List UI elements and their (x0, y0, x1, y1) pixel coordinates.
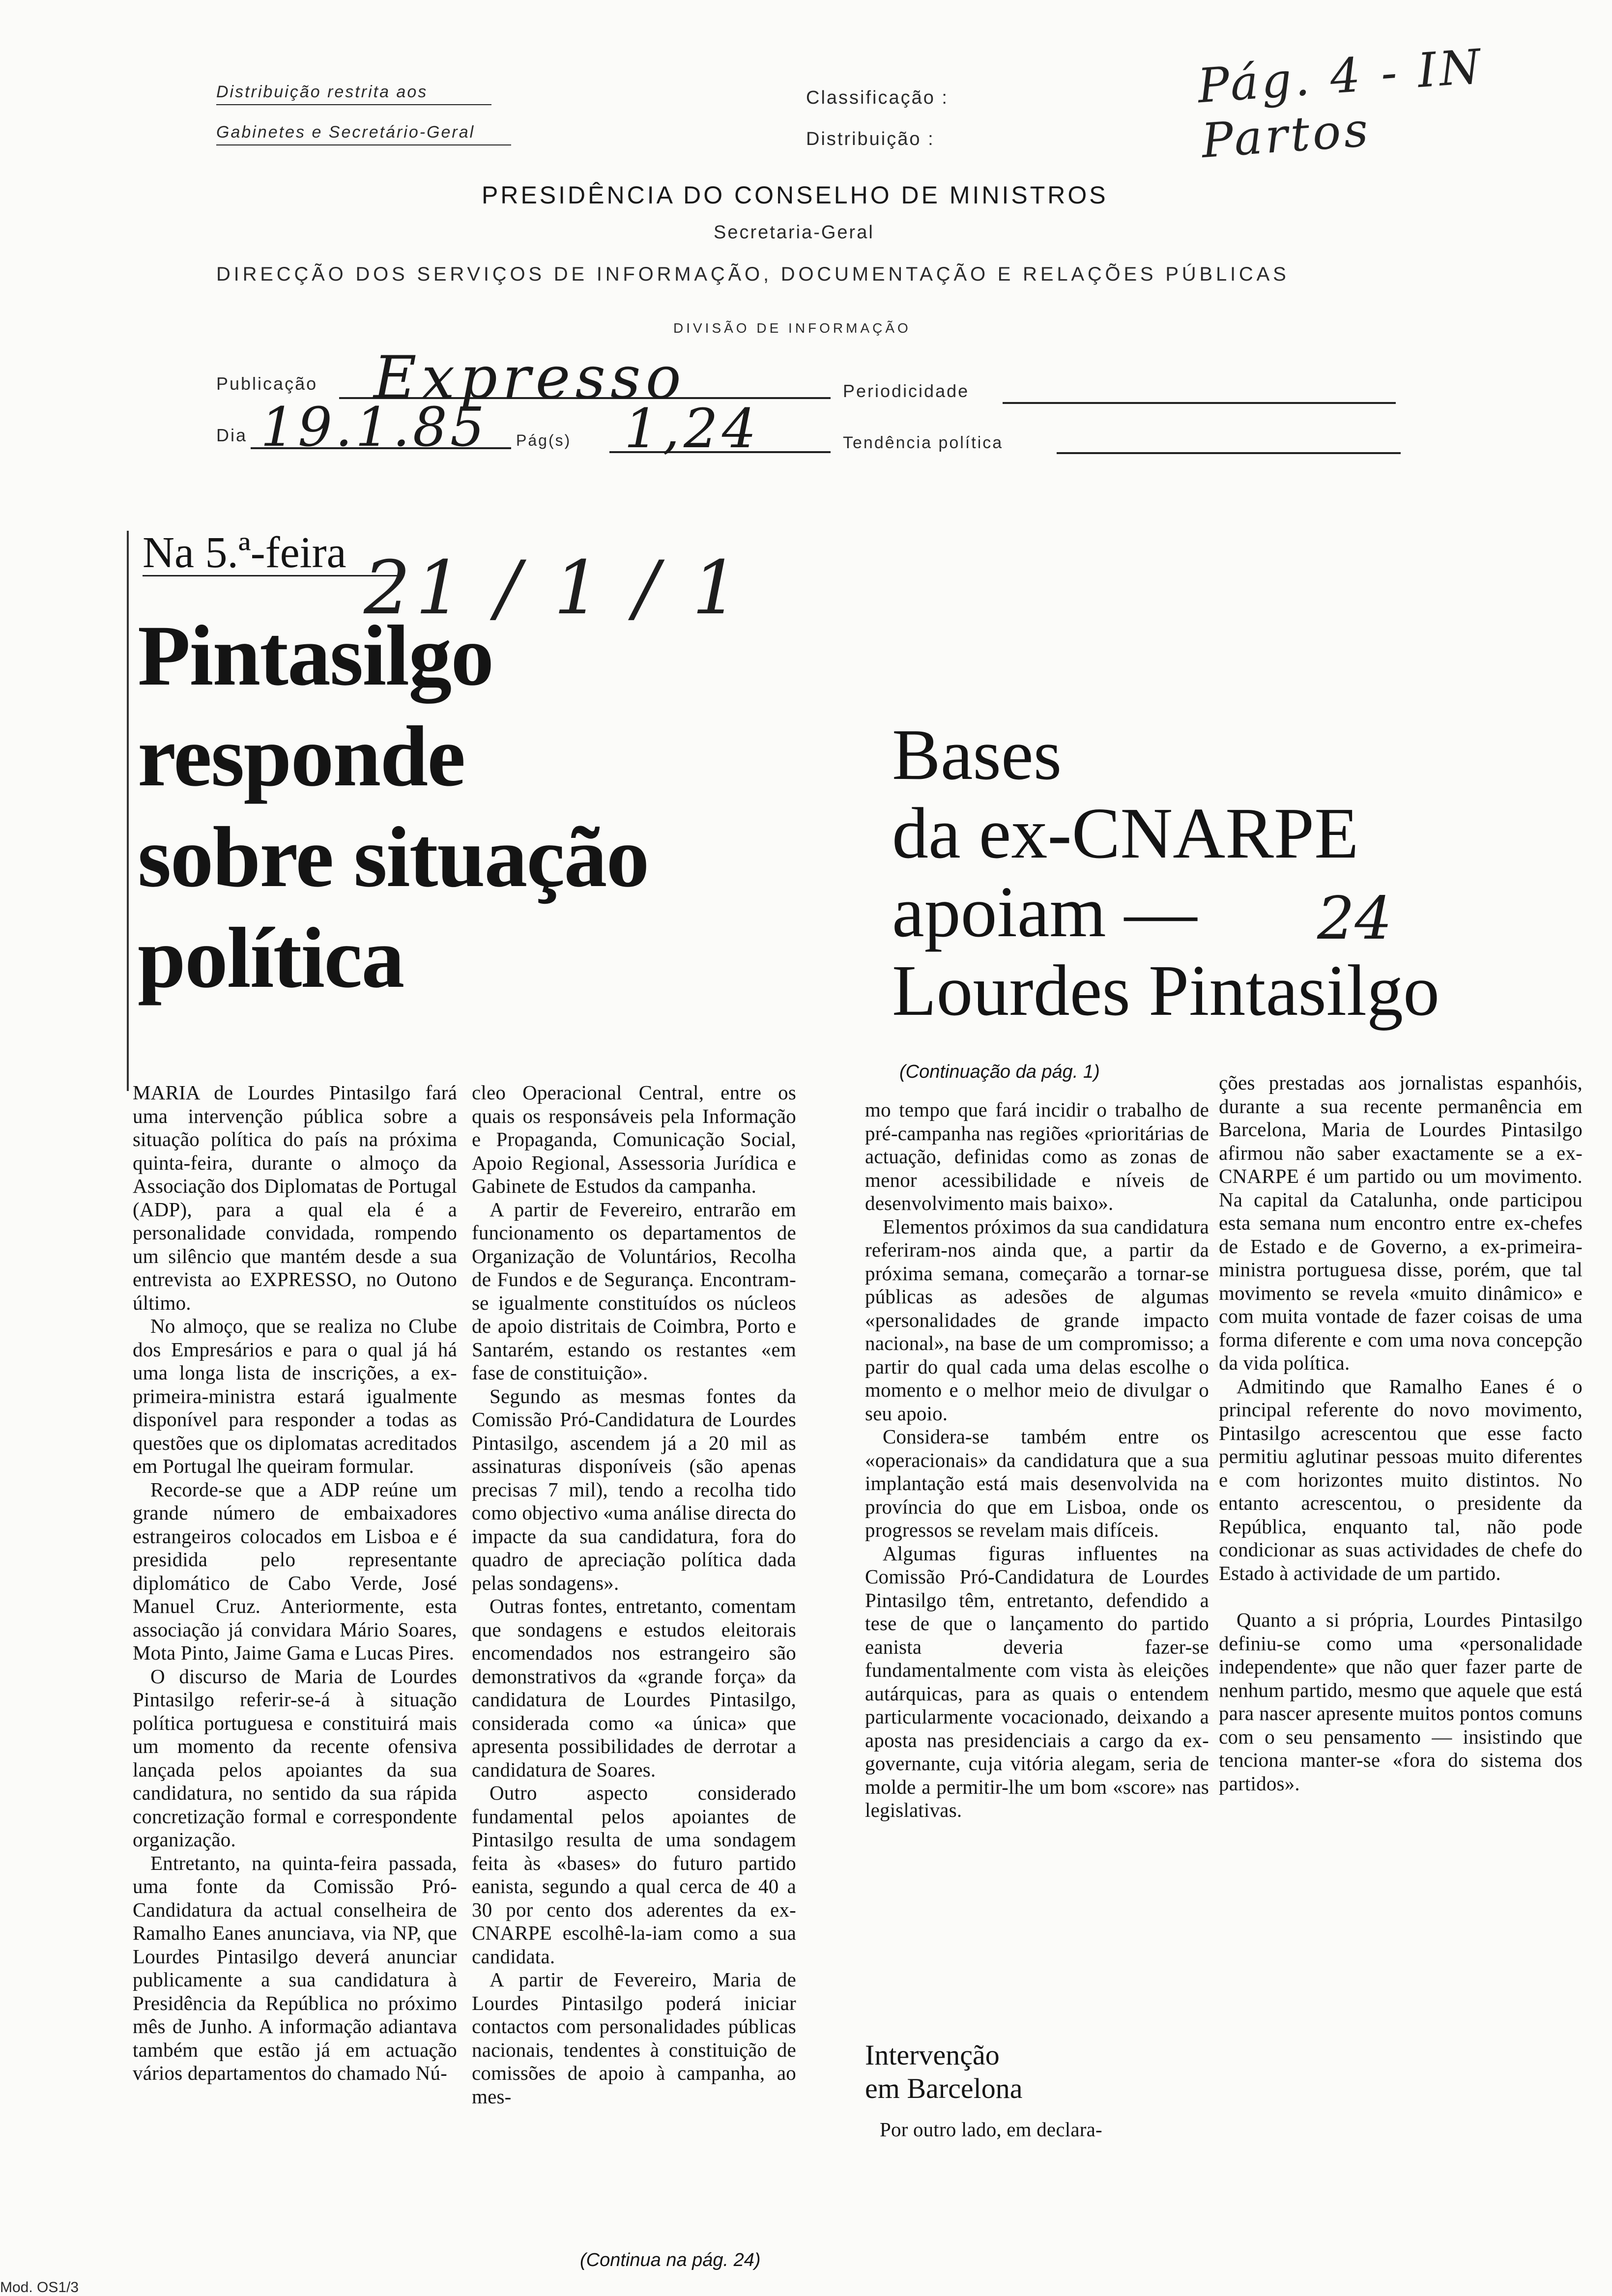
col1-para-4: O discurso de Maria de Lourdes Pintasilgo referir-se-á à situação política portuguesa e constituirá mais um momento da recente ofensiva lançada pelos apoiantes da sua candidatura, no sentido da sua rápida concretização formal e correspondente organização. (133, 1665, 457, 1851)
col4-para-1: ções prestadas aos jornalistas espanhóis, durante a sua recente permanência em Barcelona, Maria de Lourdes Pintasilgo afirmou não saber exactamente se a ex-CNARPE é um partido ou um movimento. Na capital da Catalunha, onde participou esta semana num encontro entre ex-chefes de Estado e de Governo, a ex-primeira-ministra portuguesa disse, porém, que tal movimento se revela «muito dinâmico» e com muita vontade de fazer coisas de uma forma diferente e com uma nova concepção da vida política. (1219, 1071, 1583, 1374)
headline-line-3: sobre situação (138, 809, 649, 905)
col4-para-2: Admitindo que Ramalho Eanes é o principal referente do novo movimento, Pintasilgo acrescentou que esse facto permitiu aglutinar pessoas muito diferentes e com horizontes muito distintos. No entanto acrescentou, o presidente da República, enquanto tal, não pode condicionar as suas actividades de chefe do Estado à actividade de um partido. (1219, 1375, 1583, 1584)
handwritten-page-mark: 24 (1317, 885, 1392, 953)
right-column-4 (1219, 1071, 1583, 2177)
pages-value: 1,24 (624, 397, 760, 460)
day-label: Dia (216, 425, 248, 445)
col3-tail: Por outro lado, em declara- (880, 2118, 1102, 2141)
right-column-3 (865, 1098, 1209, 2032)
col4-para-3: Quanto a si própria, Lourdes Pintasilgo definiu-se como uma «personalidade independente» que não quer fazer parte de nenhum partido, mesmo que aquele que está para nascer apresente muitos pontos comuns com o seu pensamento — insistindo que tenciona manter-se «fora do sistema dos partidos». (1219, 1608, 1583, 1795)
right-headline-line-3: apoiam — (892, 872, 1197, 952)
headline-line-1: Pintasilgo (138, 608, 493, 704)
presidency-heading: PRESIDÊNCIA DO CONSELHO DE MINISTROS (482, 181, 1108, 209)
tendency-underline (1057, 452, 1401, 454)
col2-para-3: Segundo as mesmas fontes da Comissão Pró-Candidatura de Lourdes Pintasilgo, ascendem já a 20 mil as assinaturas disponíveis (são apenas precisas 7 mil), tendo a recolha tido como objectivo «uma análise directa do impacte da sua candidatura, fora do quadro de apreciação política dada pelas sondagens». (472, 1384, 796, 1594)
classification-label: Classificação : (806, 87, 949, 108)
distribution-underline-1 (216, 104, 491, 105)
left-column-1 (133, 1081, 457, 2280)
publication-value: Expresso (374, 344, 686, 412)
periodicity-underline (1003, 402, 1396, 404)
secretariat-heading: Secretaria-Geral (714, 222, 874, 243)
periodicity-label: Periodicidade (843, 381, 970, 401)
publication-label: Publicação (216, 373, 318, 394)
subhead-line-2: em Barcelona (865, 2072, 1023, 2104)
distribution-restricted-line1: Distribuição restrita aos (216, 83, 428, 101)
continued-note: (Continua na pág. 24) (580, 2250, 761, 2270)
col2-para-6: A partir de Fevereiro, Maria de Lourdes Pintasilgo poderá iniciar contactos com personalidades públicas nacionais, tendentes à constituição de comissões de apoio à campanha, ao mes- (472, 1968, 796, 2108)
subhead-line-1: Intervenção (865, 2039, 1000, 2071)
pages-label: Pág(s) (516, 431, 572, 449)
col3-para-4: Algumas figuras influentes na Comissão Pró-Candidatura de Lourdes Pintasilgo têm, entretanto, defendido a tese de que o lançamento do partido eanista deveria fazer-se fundamentalmente com vista às eleições autárquicas, para as quais o entendem particularmente vocacionado, deixando a aposta nas presidenciais a cargo da ex-governante, cuja vitória alegam, seria de molde a permitir-lhe um bom «score» nas legislativas. (865, 1542, 1209, 1821)
col2-para-5: Outro aspecto considerado fundamental pelos apoiantes de Pintasilgo resulta de uma sondagem feita às «bases» do futuro partido eanista, segundo a qual cerca de 40 a 30 por cento dos aderentes da ex-CNARPE escolhê-la-iam como a sua candidata. (472, 1781, 796, 1968)
kicker: Na 5.ª-feira (143, 528, 346, 577)
handwritten-date-mark: 21 / 1 / 1 (364, 545, 744, 631)
kicker-underline (143, 575, 398, 576)
distribution-label: Distribuição : (806, 129, 935, 149)
col2-para-4: Outras fontes, entretanto, comentam que sondagens e estudos eleitorais encomendados nos estrangeiro são demonstrativos da «grande força» da candidatura de Lourdes Pintasilgo, considerada como «a única» que apresenta possibilidades de derrotar a candidatura de Soares. (472, 1595, 796, 1781)
day-value: 19.1.85 (260, 396, 488, 459)
right-headline-line-2: da ex-CNARPE (892, 793, 1359, 874)
handwritten-top-right: Pág. 4 - IN Partos (1196, 38, 1486, 169)
division-heading: DIVISÃO DE INFORMAÇÃO (673, 320, 911, 336)
col1-para-5: Entretanto, na quinta-feira passada, uma fonte da Comissão Pró-Candidatura da actual conselheira de Ramalho Eanes anunciava, via NP, que Lourdes Pintasilgo deverá anunciar publicamente a sua candidatura à Presidência da República no próximo mês de Junho. A informação adiantava também que estão já em actuação vários departamentos do chamado Nú- (133, 1851, 457, 2084)
right-headline-line-4: Lourdes Pintasilgo (892, 950, 1440, 1031)
right-headline-line-1: Bases (892, 715, 1062, 795)
directorate-heading: DIRECÇÃO DOS SERVIÇOS DE INFORMAÇÃO, DOCUMENTAÇÃO E RELAÇÕES PÚBLICAS (216, 263, 1290, 285)
left-column-2 (472, 1081, 796, 2246)
col2-para-1: cleo Operacional Central, entre os quais os responsáveis pela Informação e Propaganda, Comunicação Social, Apoio Regional, Assessoria Jurídica e Gabinete de Estudos da campanha. (472, 1081, 796, 1197)
tendency-label: Tendência política (843, 433, 1004, 452)
col3-para-3: Considera-se também entre os «operacionais» da candidatura que a sua implantação está mais desenvolvida na província do que em Lisboa, onde os progressos se revelam mais difíceis. (865, 1425, 1209, 1541)
headline-line-4: política (138, 910, 404, 1006)
distribution-underline-2 (216, 144, 511, 145)
col3-para-2: Elementos próximos da sua candidatura referiram-nos ainda que, a partir da próxima semana, começarão a tornar-se públicas as adesões de algumas «personalidades de grande impacto nacional», na base de um compromisso; a partir do qual cada uma delas escolhe o momento e o melhor meio de divulgar o seu apoio. (865, 1215, 1209, 1425)
col1-para-1: MARIA de Lourdes Pintasilgo fará uma intervenção pública sobre a situação política do país na próxima quinta-feira, durante o almoço da Associação dos Diplomatas de Portugal (ADP), para a qual ela é a personalidade convidada, rompendo um silêncio que mantém desde a sua entrevista ao EXPRESSO, no Outono último. (133, 1081, 457, 1314)
headline-line-2: responde (138, 709, 465, 804)
col1-para-3: Recorde-se que a ADP reúne um grande número de embaixadores estrangeiros colocados em Lisboa e é presidida pelo representante diplomático de Cabo Verde, José Manuel Cruz. Anteriormente, esta associação já convidara Mário Soares, Mota Pinto, Jaime Gama e Lucas Pires. (133, 1478, 457, 1664)
distribution-restricted-line2: Gabinetes e Secretário-Geral (216, 123, 475, 142)
form-code: Mod. OS1/3 (0, 2279, 79, 2296)
col1-para-2: No almoço, que se realiza no Clube dos Empresários e para o qual já há uma longa lista de inscrições, a ex-primeira-ministra estará igualmente disponível para responder a todas as questões que os diplomatas acreditados em Portugal lhe queiram formular. (133, 1315, 457, 1477)
col3-para-1: mo tempo que fará incidir o trabalho de pré-campanha nas regiões «prioritárias de actuação, definidas como as zonas de menor acessibilidade e níveis de desenvolvimento mais baixo». (865, 1098, 1209, 1214)
continuation-note: (Continuação da pág. 1) (899, 1062, 1100, 1082)
left-article-border (127, 531, 129, 1091)
col2-para-2: A partir de Fevereiro, entrarão em funcionamento os departamentos de Organização de Voluntários, Recolha de Fundos e de Segurança. Encontram-se igualmente constituídos os núcleos de apoio distritais de Coimbra, Porto e Santarém, estando os restantes «em fase de constituição». (472, 1198, 796, 1384)
